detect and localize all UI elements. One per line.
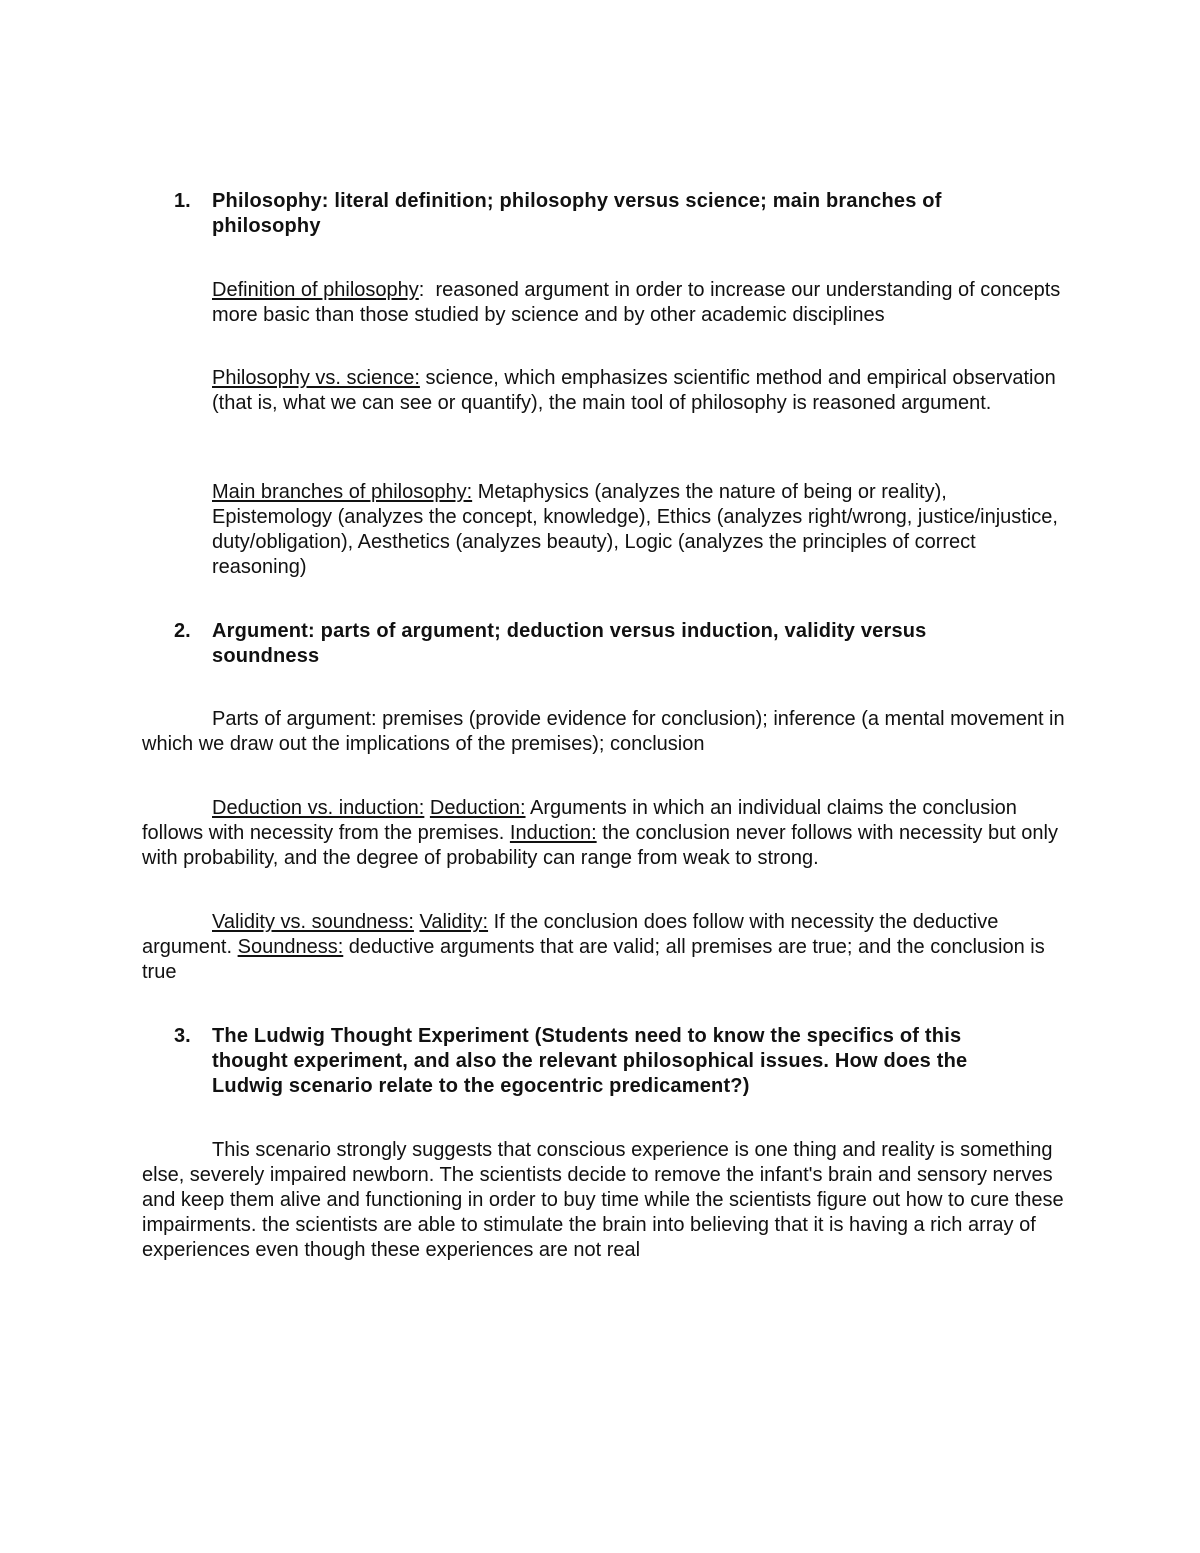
validity-text: If the conclusion does follow with necessity the deductive argument. <box>142 911 999 958</box>
deduction-vs-induction-label: Deduction vs. induction: <box>212 797 425 819</box>
definition-text: reasoned argument in order to increase our understanding of concepts more basic than those studied by science and by other academic disciplines <box>212 279 1066 326</box>
validity-label: Validity: <box>419 911 489 933</box>
definition-paragraph <box>212 278 1072 328</box>
induction-text: the conclusion never follows with necessity but only with probability, and the degree of probability can range from weak to strong. <box>142 822 1058 869</box>
parts-of-argument-paragraph <box>142 707 1072 757</box>
soundness-label: Soundness: <box>237 936 344 958</box>
deduction-vs-induction-paragraph <box>142 796 1072 871</box>
deduction-text: Arguments in which an individual claims the conclusion follows with necessity from the premises. <box>142 797 1017 844</box>
section-1-number: 1. <box>174 190 191 212</box>
philosophy-vs-science-paragraph <box>212 366 1072 416</box>
main-branches-paragraph <box>212 480 1072 580</box>
definition-label-colon: : <box>418 279 425 301</box>
philosophy-vs-science-text: science, which emphasizes scientific method and empirical observation (that is, what we can see or quantify), the main tool of philosophy is reasoned argument. <box>212 367 1056 414</box>
main-branches-label: Main branches of philosophy: <box>212 481 473 503</box>
ludwig-scenario-paragraph <box>142 1138 1072 1263</box>
induction-label: Induction: <box>509 822 597 844</box>
main-branches-text: Metaphysics (analyzes the nature of being or reality), Epistemology (analyzes the concept, knowledge), Ethics (analyzes right/wrong, justice/injustice, duty/obligation), Aesthetics (analyzes beauty), Logic (analyzes the principles of correct reasoning) <box>212 481 1058 578</box>
validity-vs-soundness-paragraph <box>142 910 1072 985</box>
definition-label: Definition of philosophy <box>212 279 419 301</box>
section-3-number: 3. <box>174 1025 191 1047</box>
section-3-heading: The Ludwig Thought Experiment (Students need to know the specifics of this thought experiment, and also the relevant philosophical issues. How does the Ludwig scenario relate to the egocentric predicament?) <box>212 1025 968 1097</box>
validity-vs-soundness-label: Validity vs. soundness: <box>212 911 414 933</box>
deduction-label: Deduction: <box>429 797 526 819</box>
philosophy-vs-science-label: Philosophy vs. science: <box>212 367 420 389</box>
parts-of-argument-text: Parts of argument: premises (provide evidence for conclusion); inference (a mental movement in which we draw out the implications of the premises); conclusion <box>142 708 1065 755</box>
soundness-text: deductive arguments that are valid; all premises are true; and the conclusion is true <box>142 936 1045 983</box>
section-2-heading: Argument: parts of argument; deduction versus induction, validity versus soundness <box>212 620 927 667</box>
ludwig-scenario-text: This scenario strongly suggests that conscious experience is one thing and reality is something else, severely impaired newborn. The scientists decide to remove the infant's brain and sensory nerves and keep them alive and functioning in order to buy time while the scientists figure out how to cure these impairments. the scientists are able to stimulate the brain into believing that it is having a rich array of experiences even though these experiences are not real <box>142 1139 1064 1261</box>
section-2-number: 2. <box>174 620 191 642</box>
section-1-heading: Philosophy: literal definition; philosophy versus science; main branches of philosophy <box>212 190 942 237</box>
